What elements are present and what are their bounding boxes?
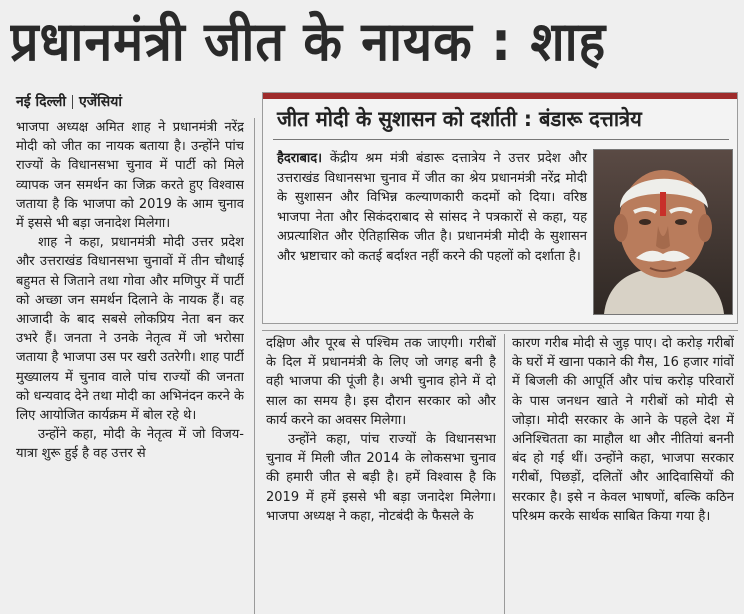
dateline-place: नई दिल्ली [16,94,67,110]
article-column-3 [512,334,734,614]
dateline-agency: एजेंसियां [79,94,122,110]
article-column-1 [16,118,244,614]
sidebar-text: केंद्रीय श्रम मंत्री बंडारू दत्तात्रेय ने उत्तर प्रदेश और उत्तराखंड विधानसभा चुनाव में जीत का श्रेय प्रधानमंत्री नरेंद्र मोदी के सुशासन और विभिन्न कल्याणकारी कदमों को दिया। वरिष्ठ भाजपा नेता और सिकंदराबाद से सांसद ने पत्रकारों से कहा, यह अप्रत्याशित और ऐतिहासिक जीत है। प्रधानमंत्री मोदी के सुशासन और भ्रष्टाचार को कतई बर्दाश्त नहीं करने की पहलों को दर्शाता है। [277,151,587,264]
sidebar-place: हैदराबाद। [277,151,323,166]
paragraph: उन्होंने कहा, पांच राज्यों के विधानसभा चुनाव में मिली जीत 2014 के लोकसभा चुनाव की हमारी जीत से बड़ी है। हमें विश्वास है कि 2019 में हमें इससे भी बड़ा जनादेश मिलेगा। भाजपा अध्यक्ष ने कहा, नोटबंदी के फैसले के [266,432,496,524]
paragraph: उन्होंने कहा, मोदी के नेतृत्व में जो विजय-यात्रा शुरू हुई है वह उत्तर से [16,427,244,462]
paragraph: शाह ने कहा, प्रधानमंत्री मोदी उत्तर प्रदेश और उत्तराखंड विधानसभा चुनावों में तीन चौथाई बहुमत से जिताने तथा गोवा और मणिपुर में पार्टी को अच्छा जन समर्थन दिलाने के नायक हैं। वह आजादी के बाद सबसे लोकप्रिय नेता बन कर उभरे हैं। जनता ने उनके नेतृत्व में जो भरोसा जताया है भाजपा उस पर खरी उतरेगी। शाह पार्टी मुख्यालय में चुनाव वाले पांच राज्यों की जनता को धन्यवाद देने तथा मोदी का अभिनंदन करने के लिए आयोजित कार्यक्रम में बोल रहे थे। [16,235,244,424]
column-rule [504,334,505,614]
article-column-2 [266,334,496,614]
sidebar-headline: जीत मोदी के सुशासन को दर्शाती : बंडारू दत्तात्रेय [277,107,642,131]
portrait-illustration [594,150,732,314]
sidebar-accent-bar [263,93,737,99]
portrait-photo [593,149,733,315]
dateline-divider [72,95,73,109]
main-headline: प्रधानमंत्री जीत के नायक : शाह [10,10,607,73]
section-rule [262,330,738,331]
sidebar-divider [273,139,729,140]
column-rule [254,118,255,614]
sidebar-body [277,149,587,267]
paragraph: दक्षिण और पूरब से पश्चिम तक जाएगी। गरीबों के दिल में प्रधानमंत्री के लिए जो जगह बनी है वही भाजपा की पूंजी है। अभी चुनाव होने में दो साल का समय है। इस दौरान सरकार को और कार्य करने का अवसर मिलेगा। [266,336,496,428]
dateline [16,92,122,111]
paragraph: कारण गरीब मोदी से जुड़ पाए। दो करोड़ गरीबों के घरों में खाना पकाने की गैस, 16 हजार गांवों में बिजली की आपूर्ति और पांच करोड़ परिवारों के पास जनधन खाते ने गरीबों को मोदी से जोड़ा। मोदी सरकार के आने के पहले देश में अनिश्चितता का माहौल था और नीतियां बननी बंद हो गई थीं। उन्होंने कहा, भाजपा सरकार गरीबों, पिछड़ों, दलितों और आदिवासियों की सरकार है। इसे न केवल भाषणों, बल्कि कठिन परिश्रम करके सार्थक साबित किया गया है। [512,336,734,524]
paragraph: भाजपा अध्यक्ष अमित शाह ने प्रधानमंत्री नरेंद्र मोदी को जीत का नायक बताया है। उन्होंने पांच राज्यों के विधानसभा चुनाव में पार्टी को मिले व्यापक जन समर्थन का जिक्र करते हुए विश्वास जताया है कि भाजपा को 2019 के आम चुनाव में इससे भी बड़ा जनादेश मिलेगा। [16,120,244,232]
sidebar-box [262,92,738,324]
